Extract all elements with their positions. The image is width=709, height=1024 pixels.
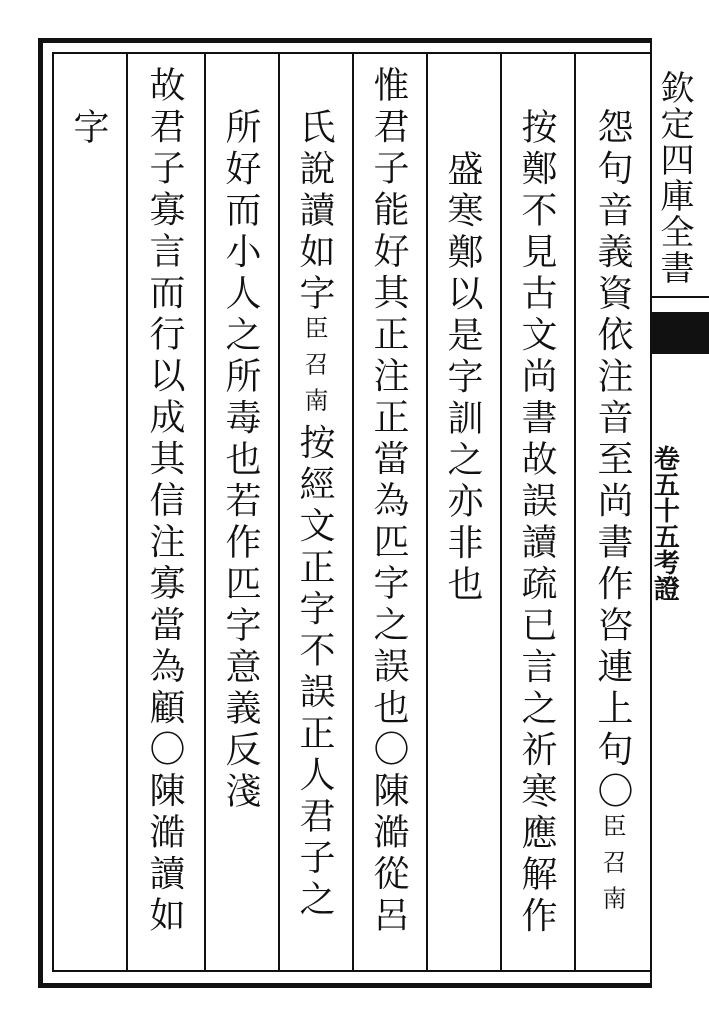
text-column-2 bbox=[516, 108, 557, 938]
column-text: 氏說讀如字 bbox=[294, 108, 335, 316]
official-note: 臣召南 bbox=[598, 813, 626, 922]
column-text: 按經文正字不誤正人君子之 bbox=[294, 423, 335, 922]
fishtail-mark bbox=[652, 312, 709, 354]
column-rule bbox=[278, 52, 280, 972]
column-rule bbox=[204, 52, 206, 972]
column-rule bbox=[574, 52, 576, 972]
column-rule bbox=[352, 52, 354, 972]
text-column-8 bbox=[68, 108, 109, 150]
text-column-3 bbox=[442, 150, 483, 607]
text-column-6 bbox=[220, 108, 261, 814]
text-column-7 bbox=[144, 66, 185, 938]
column-text: 故君子寡言而行以成其信注寡當為顧〇陳澔讀如 bbox=[144, 66, 185, 938]
text-column-4 bbox=[368, 66, 409, 938]
text-column-5 bbox=[294, 108, 335, 922]
column-rule bbox=[500, 52, 502, 972]
official-note: 臣召南 bbox=[300, 315, 328, 424]
column-text: 怨句音義資依注音至尚書作咨連上句〇 bbox=[592, 108, 633, 814]
column-text: 所好而小人之所毒也若作匹字意義反淺 bbox=[220, 108, 261, 814]
column-rule bbox=[126, 52, 128, 972]
column-rule bbox=[426, 52, 428, 972]
column-text: 字 bbox=[68, 108, 109, 150]
column-text: 盛寒鄭以是字訓之亦非也 bbox=[442, 150, 483, 607]
book-title: 欽定四庫全書 bbox=[654, 70, 694, 286]
text-column-1 bbox=[592, 108, 633, 922]
column-text: 惟君子能好其正注正當為匹字之誤也〇陳澔從呂 bbox=[368, 66, 409, 938]
volume-label: 卷五十五考證 bbox=[649, 445, 680, 601]
margin-divider bbox=[652, 296, 709, 298]
column-text: 按鄭不見古文尚書故誤讀疏已言之祈寒應解作 bbox=[516, 108, 557, 938]
